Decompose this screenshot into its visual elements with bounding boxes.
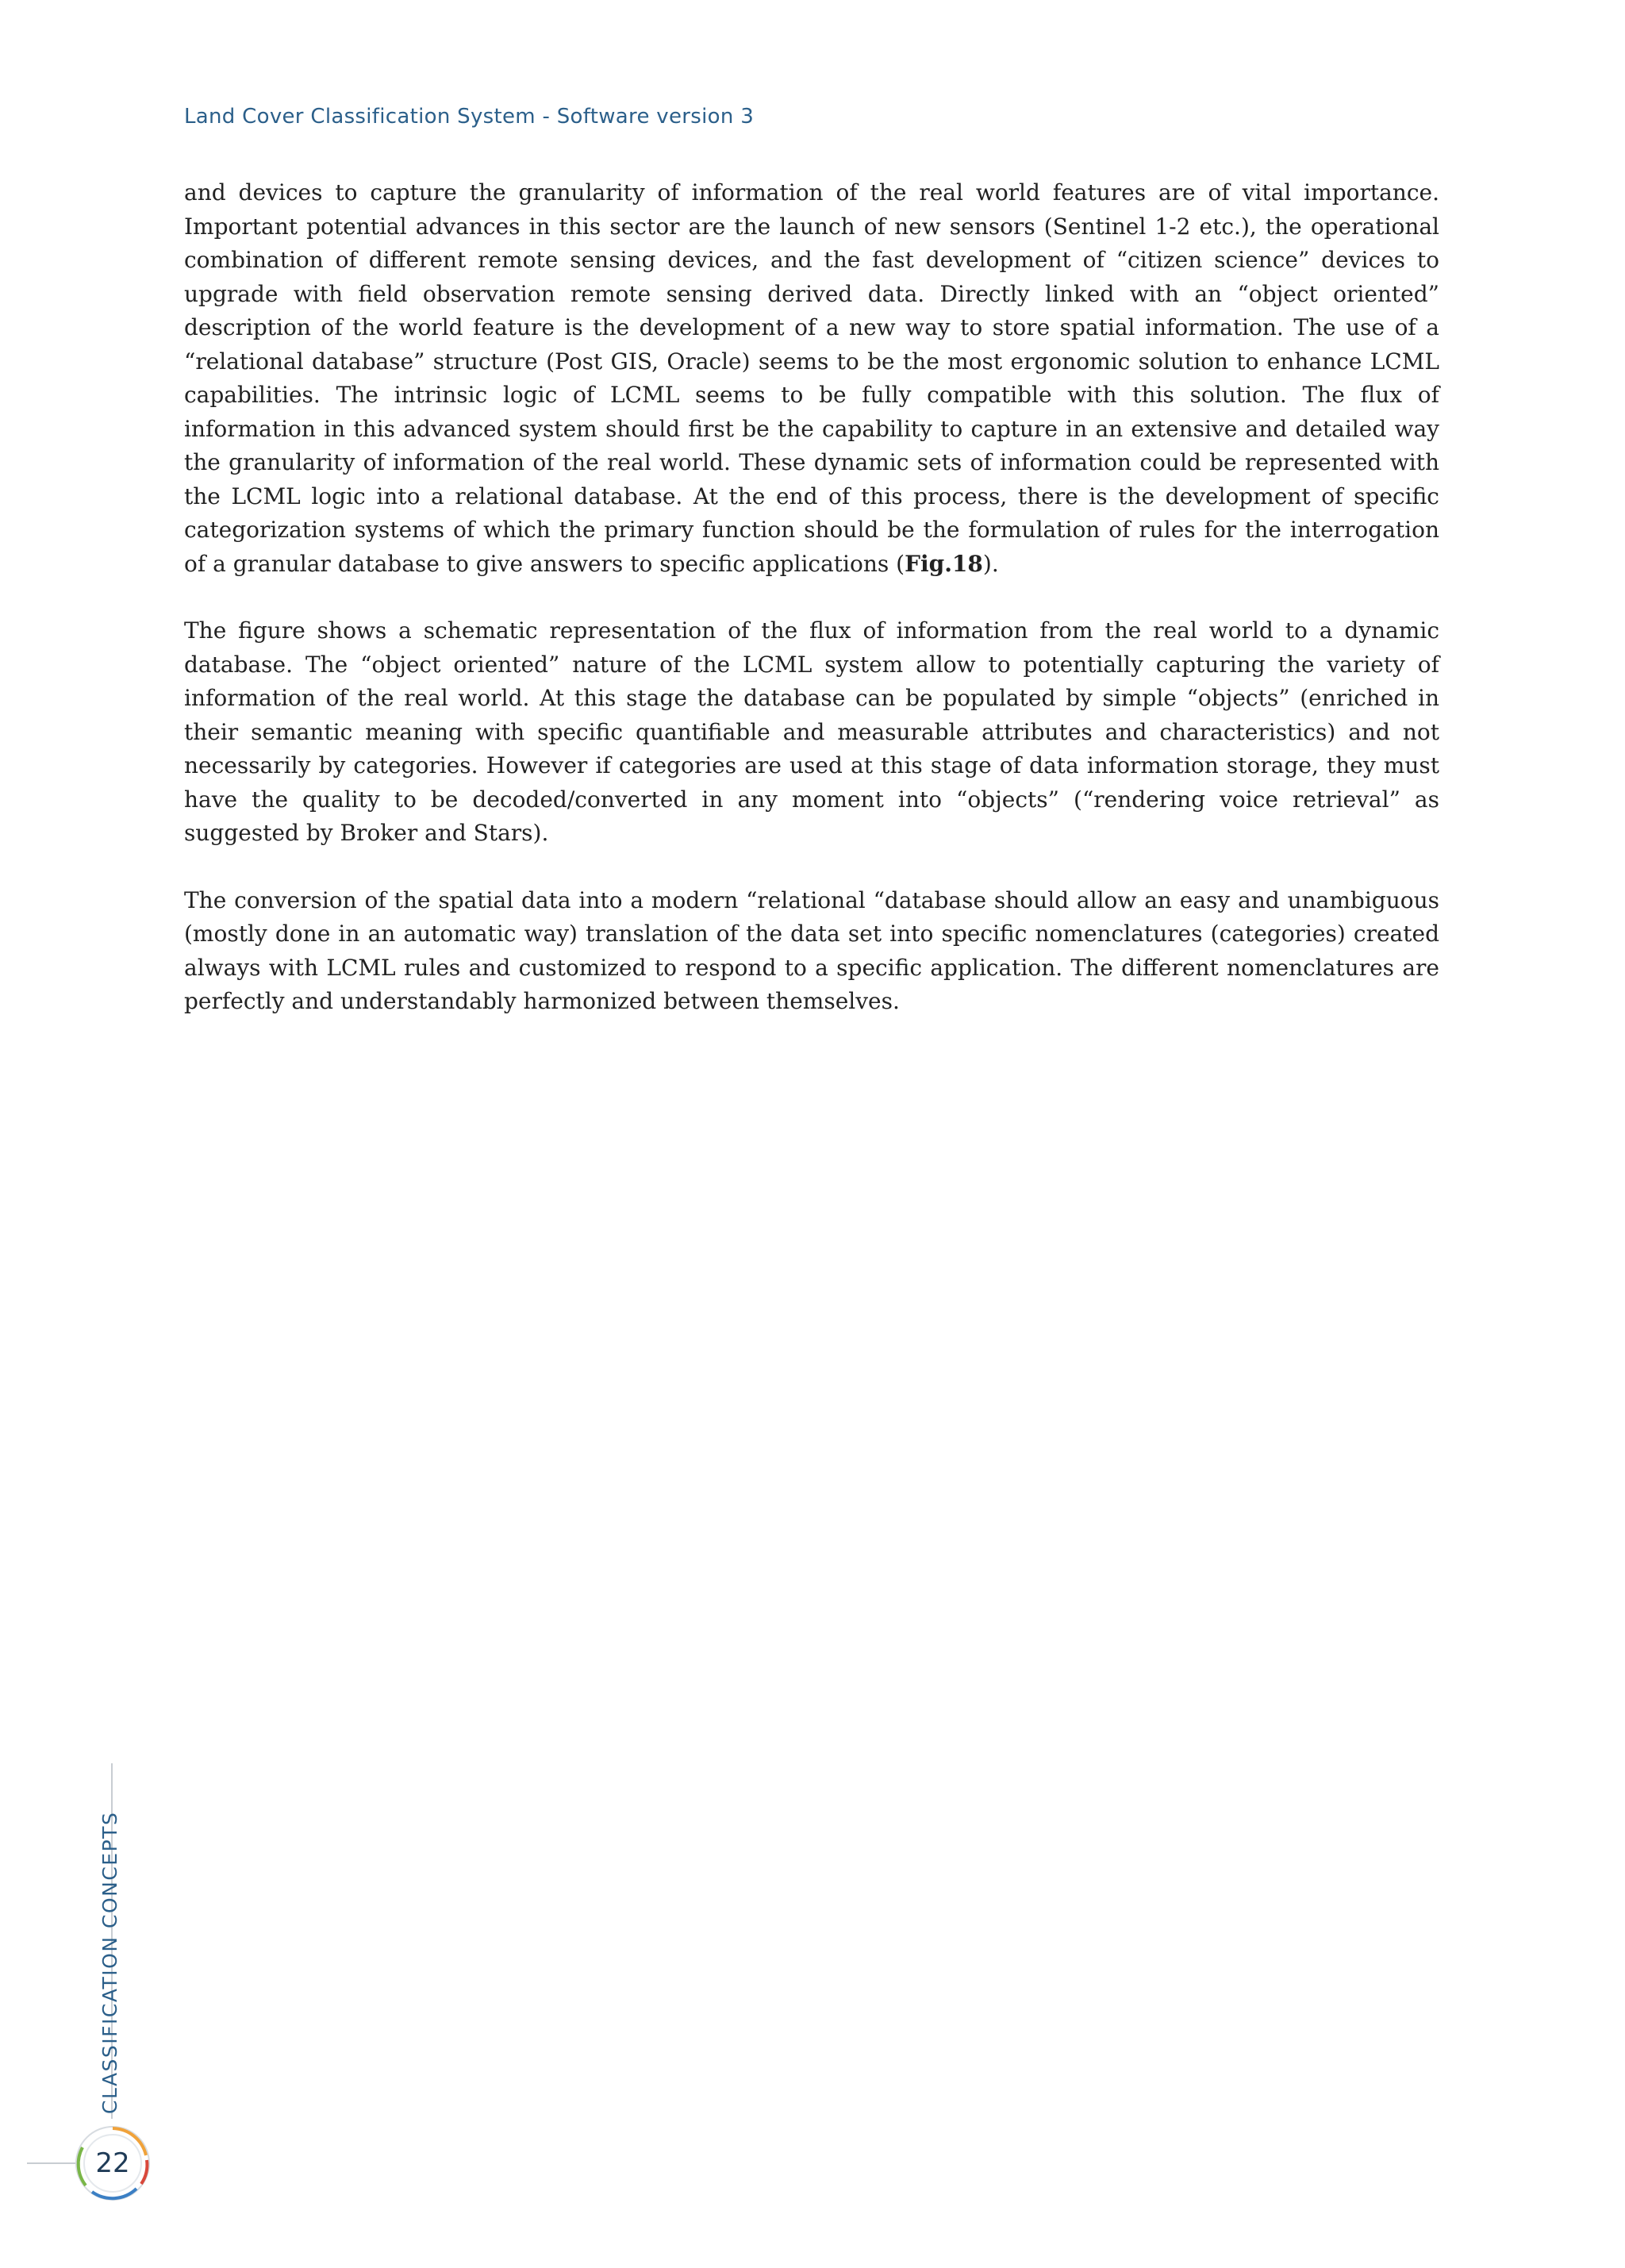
paragraph-1-text: and devices to capture the granularity of information of the real world features are of vital importance. Important potential advances in this sector are the launch of new sensors (Sentinel 1-2 etc.), the operational combination of different remote sensing devices, and the fast development of “citizen science” devices to upgrade with field observation remote sensing derived data. Directly linked with an “object oriented” description of the world feature is the development of a new way to store spatial information. The use of a “relational database” structure (Post GIS, Oracle) seems to be the most ergonomic solution to enhance LCML capabilities. The intrinsic logic of LCML seems to be fully compatible with this solution. The flux of information in this advanced system should first be the capability to capture in an extensive and detailed way the granularity of information of the real world. These dynamic sets of information could be represented with the LCML logic into a relational database. At the end of this process, there is the development of specific categorization systems of which the primary function should be the formulation of rules for the interrogation of a granular database to give answers to specific applications ( (184, 179, 1439, 577)
section-label: CLASSIFICATION CONCEPTS (98, 1811, 121, 2114)
body-text (184, 176, 1439, 1052)
paragraph-1-end: ). (982, 550, 999, 577)
paragraph-2: The figure shows a schematic representation of the flux of information from the real world to a dynamic database. The “object oriented” nature of the LCML system allow to potentially capturing the variety of information of the real world. At this stage the database can be populated by simple “objects” (enriched in their semantic meaning with specific quantifiable and measurable attributes and characteristics) and not necessarily by categories. However if categories are used at this stage of data information storage, they must have the quality to be decoded/converted in any moment into “objects” (“rendering voice retrieval” as suggested by Broker and Stars). (184, 617, 1439, 846)
running-header: Land Cover Classification System - Software version 3 (184, 105, 755, 129)
paragraph-1 (184, 176, 1439, 581)
figure-reference: Fig.18 (905, 550, 983, 577)
page-line (27, 2162, 76, 2164)
page-number: 22 (95, 2147, 130, 2179)
paragraph-3: The conversion of the spatial data into a modern “relational “database should allow an easy and unambiguous (mostly done in an automatic way) translation of the data set into specific nomenclatures (categories) created always with LCML rules and customized to respond to a specific application. The different nomenclatures are perfectly and understandably harmonized between themselves. (184, 886, 1439, 1014)
